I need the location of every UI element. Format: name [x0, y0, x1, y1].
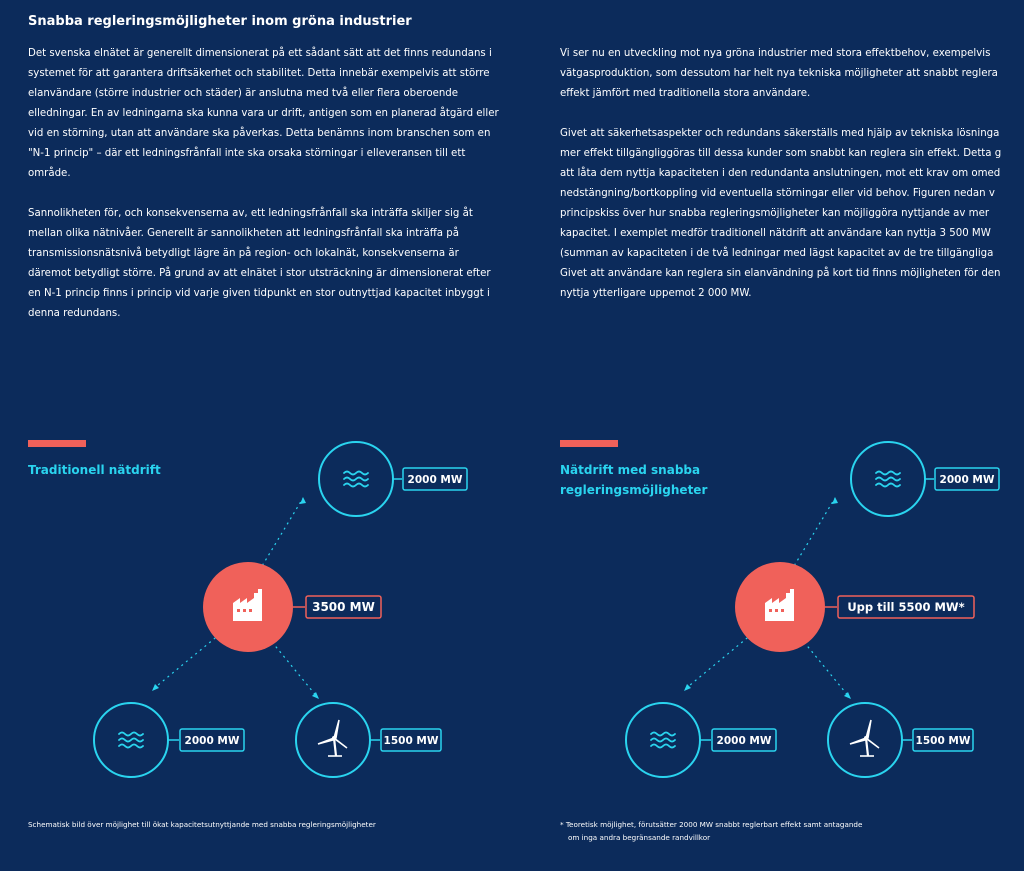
link-bottom-left	[152, 634, 220, 690]
node-bottom-left	[626, 703, 776, 777]
text-line: område.	[28, 168, 71, 179]
text-line: Sannolikheten för, och konsekvenserna av, ett ledningsfrånfall ska inträffa skiljer sig åt	[28, 208, 473, 219]
footnote-text: Schematisk bild över möjlighet till ökat kapacitetsutnyttjande med snabba regleringsmöjligheter	[28, 820, 376, 829]
link-bottom-right	[804, 642, 850, 698]
text-line: vid en störning, utan att användare ska påverkas. Detta benämns inom branschen som en	[28, 128, 491, 139]
panel-fast-regulation	[532, 420, 1022, 800]
left-paragraph-1	[28, 44, 533, 184]
text-line: nyttja ytterligare uppemot 2 000 MW.	[560, 288, 752, 299]
text-line: (summan av kapaciteten i de två ledningar med lägst kapacitet av de tre tillgängliga	[560, 248, 994, 259]
text-line: principskiss över hur snabba regleringsmöjligheter kan möjliggöra nyttjande av mer	[560, 208, 990, 219]
node-bottom-right-label: 1500 MW	[915, 735, 971, 747]
text-line: systemet för att garantera driftsäkerhet och stabilitet. Detta innebär exempelvis att större	[28, 68, 490, 79]
arrow-bottom-left	[684, 684, 691, 691]
footnote-right	[560, 818, 940, 844]
text-line: Vi ser nu en utveckling mot nya gröna industrier med stora effektbehov, exempelvis	[560, 48, 991, 59]
left-paragraph-2	[28, 204, 533, 324]
text-line: Det svenska elnätet är generellt dimensionerat på ett sådant sätt att det finns redundans i	[28, 48, 492, 59]
text-line: denna redundans.	[28, 308, 121, 319]
right-text-column	[560, 44, 1024, 324]
left-text-column	[28, 44, 533, 344]
panel-traditional	[0, 420, 490, 800]
arrow-bottom-right	[312, 692, 319, 699]
panel-title: Traditionell nätdrift	[28, 463, 161, 477]
node-bottom-right	[296, 703, 441, 777]
node-bottom-right	[828, 703, 973, 777]
footnote-text-line-2: om inga andra begränsande randvillkor	[568, 833, 711, 842]
node-bottom-left	[94, 703, 244, 777]
arrow-bottom-left	[152, 684, 159, 691]
text-line: Givet att säkerhetsaspekter och redundans säkerställs med hjälp av tekniska lösninga	[560, 128, 1000, 139]
text-line: effekt jämfört med traditionella stora användare.	[560, 88, 811, 99]
text-line: mellan olika nätnivåer. Generellt är sannolikheten att ledningsfrånfall ska inträffa på	[28, 228, 459, 239]
arrow-top	[300, 497, 306, 504]
text-line: nedstängning/bortkoppling vid eventuella störningar eller vid behov. Figuren nedan v	[560, 188, 995, 199]
link-bottom-left	[684, 634, 752, 690]
text-line: en N-1 princip finns i princip vid varje given tidpunkt en stor outnyttjad kapacitet inbyggt i	[28, 288, 490, 299]
text-line: vätgasproduktion, som dessutom har helt nya tekniska möjligheter att snabbt reglera	[560, 68, 998, 79]
right-paragraph-1	[560, 44, 1024, 104]
text-line: däremot betydligt större. På grund av att elnätet i stor utsträckning är dimensionerat efter	[28, 268, 491, 279]
text-line: mer effekt tillgängliggöras till dessa kunder som snabbt kan reglera sin effekt. Detta g	[560, 148, 1002, 159]
node-bottom-left-label: 2000 MW	[716, 735, 772, 747]
node-bottom-left-label: 2000 MW	[184, 735, 240, 747]
node-top	[851, 442, 999, 516]
link-bottom-right	[272, 642, 318, 698]
text-line: Givet att användare kan reglera sin elanvändning på kort tid finns möjligheten för den	[560, 268, 1001, 279]
right-paragraph-2	[560, 124, 1024, 304]
node-center	[735, 562, 974, 652]
panel-title: Nätdrift med snabba regleringsmöjligheter	[560, 463, 708, 497]
page-title: Snabba regleringsmöjligheter inom gröna industrier	[28, 14, 412, 29]
grid-diagram	[0, 420, 490, 800]
text-line: att låta dem nyttja kapaciteten i den redundanta anslutningen, mot ett krav om omed	[560, 168, 1001, 179]
text-line: kapacitet. I exemplet medför traditionell nätdrift att användare kan nyttja 3 500 MW	[560, 228, 991, 239]
node-top-label: 2000 MW	[939, 474, 995, 486]
arrow-bottom-right	[844, 692, 851, 699]
arrow-top	[832, 497, 838, 504]
node-top-label: 2000 MW	[407, 474, 463, 486]
text-line: transmissionsnätsnivå betydligt lägre än på region- och lokalnät, konsekvenserna är	[28, 248, 459, 259]
text-line: "N-1 princip" – där ett ledningsfrånfall inte ska orsaka störningar i elleveransen till ett	[28, 148, 466, 159]
footnote-text: * Teoretisk möjlighet, förutsätter 2000 MW snabbt reglerbart effekt samt antagande	[560, 820, 863, 829]
grid-diagram	[532, 420, 1022, 800]
node-center	[203, 562, 381, 652]
node-top	[319, 442, 467, 516]
node-center-label: 3500 MW	[312, 600, 375, 614]
node-center-label: Upp till 5500 MW*	[847, 600, 965, 614]
text-line: elanvändare (större industrier och städer) är anslutna med två eller flera oberoende	[28, 88, 459, 99]
node-bottom-right-label: 1500 MW	[383, 735, 439, 747]
footnote-left	[28, 818, 376, 831]
text-line: elledningar. En av ledningarna ska kunna vara ur drift, antigen som en planerad åtgärd eller	[28, 108, 499, 119]
